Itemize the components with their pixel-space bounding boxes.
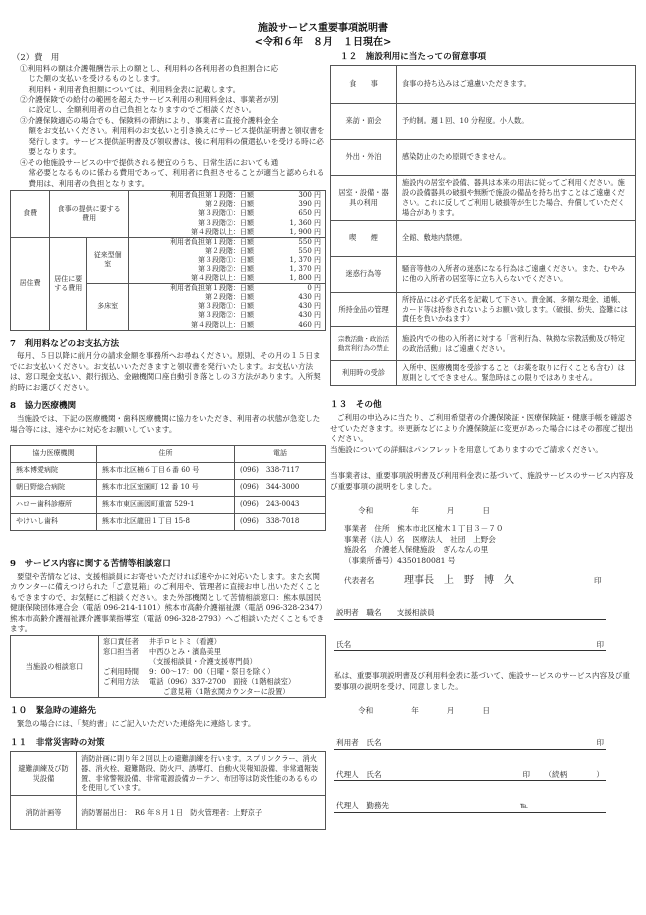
- fee-item-text: 常必要となるものに係わる費用であって、利用者に負担させることが適当と認められる費用は、利用者の負担となります。: [28, 168, 325, 188]
- other-section: [330, 400, 636, 455]
- consultation-table: [10, 635, 326, 699]
- consultation-label: 当施設の相談窓口: [11, 635, 99, 698]
- disaster-table: [10, 751, 326, 831]
- relation-label: （続柄: [544, 769, 568, 779]
- right-column: [330, 52, 636, 813]
- food-category: 食費: [11, 191, 50, 237]
- rate-stage: 第３段階②: [198, 311, 233, 320]
- rate-amount: 1, 800 円: [289, 274, 321, 283]
- user-seal: 印: [596, 738, 604, 748]
- shared-room-label: 多床室: [87, 284, 129, 330]
- institution-address: 熊本市東区画図町重富 529-1: [97, 497, 235, 514]
- fee-item-4: [20, 158, 326, 189]
- institution-address: 熊本市北区室園町 12 番 10 号: [97, 480, 235, 497]
- title-text: 施設サービス重要事項説明書: [258, 23, 388, 34]
- date-year: 年: [411, 505, 419, 515]
- consultation-entry: [103, 657, 321, 667]
- rate-stage: 第４段階以上: [191, 227, 233, 236]
- rate-stage: 第３段階①: [198, 209, 233, 218]
- table-row: [331, 65, 636, 103]
- rate-amount: 430 円: [298, 293, 321, 302]
- entry-value: 中西ひとみ・濱島美里: [149, 646, 221, 656]
- rate-row: [133, 321, 321, 330]
- consent-statement: 私は、重要事項説明書及び利用料金表に基づいて、施設サービスのサービス内容及び重要事項の説明を受け、同意しました。: [334, 671, 630, 691]
- explainer-seal: 印: [596, 639, 604, 649]
- rep-name: 理事長 上 野 博 久: [404, 575, 514, 587]
- consultation-entry: [103, 647, 321, 657]
- note-text: 予約制。週１回、10 分程度。小人数。: [397, 103, 636, 139]
- rate-row: [133, 191, 321, 200]
- note-text: 所持品には必ず氏名を記載して下さい。貴金属、多額な現金、通帳、カード等は持参されないようお願い致します。（破損、紛失、盗難には責任を負いかねます）: [397, 292, 636, 327]
- note-label: 宗教活動・政治活動営利行為の禁止: [331, 327, 397, 361]
- institution-address: 熊本市北区龍田１丁目 15-8: [97, 514, 235, 531]
- note-label: 外出・外泊: [331, 139, 397, 175]
- representative-line: [330, 574, 636, 588]
- entry-value: ご意見箱（1階玄関カウンターに設置）: [163, 686, 290, 696]
- rate-unit: ：日額: [233, 302, 254, 311]
- table-row: [11, 751, 326, 796]
- explainer-label: 説明者 職名: [336, 608, 382, 618]
- housing-desc: 居住に要する費用: [50, 237, 87, 330]
- table-row: [11, 514, 326, 531]
- rate-row: [133, 219, 321, 228]
- entry-value: 電話（096）337-2700 面接（1階相談室）: [149, 676, 296, 686]
- rate-stage: 第２段階: [205, 293, 233, 302]
- entry-value: 井手ロヒトミ（看護）: [149, 636, 221, 646]
- rate-row: [133, 265, 321, 274]
- payment-heading: 7 利用料などのお支払方法: [10, 338, 120, 349]
- payment-body: 毎月、５日以降に前月分の請求金額を事務所へお尋ねください。原則、その月の１５日までにお支払いください。お支払いいただきますと領収書を発行いたします。お支払い方法は、窓口現金支払い、銀行振込、金融機関口座自動引き落としの３方法があります。入所契約時にお選びください。: [10, 351, 321, 392]
- rate-stage: 第４段階以上: [191, 274, 233, 283]
- emergency-section: [10, 706, 326, 729]
- table-row: [331, 175, 636, 220]
- rate-stage: 利用者負担第１段階: [170, 191, 233, 200]
- note-label: 喫 煙: [331, 220, 397, 256]
- date-line: <令和６年 ８月 １日現在>: [254, 36, 392, 48]
- note-label: 迷惑行為等: [331, 256, 397, 292]
- consultation-entry: [103, 667, 321, 677]
- rate-unit: ：日額: [233, 311, 254, 320]
- rep-seal: 印: [594, 576, 602, 586]
- agent-work-label: 代理人 勤務先: [336, 801, 390, 811]
- other-heading: １３ その他: [330, 400, 382, 411]
- note-text: 施設内での他の入所者に対する「営利行為、執拗な宗教活動及び特定の政治活動」はご遠慮ください。: [397, 327, 636, 361]
- rate-unit: ：日額: [233, 191, 254, 200]
- rate-unit: ：日額: [233, 237, 254, 246]
- provider-address: 事業者 住所 熊本市北区楡木１丁目３－７０: [344, 524, 504, 534]
- provider-facility: 施設名 介護老人保健施設 ぎんなんの里: [344, 545, 489, 555]
- fee-item-text: に設定し、全額利用者の自己負担となりますのでご相談ください。: [28, 105, 257, 115]
- rate-amount: 1, 370 円: [289, 255, 321, 264]
- rate-unit: ：日額: [233, 284, 254, 293]
- table-row: [331, 256, 636, 292]
- rate-stage: 利用者負担第１段階: [170, 284, 233, 293]
- table-row: [331, 292, 636, 327]
- consultation-details: [99, 635, 326, 698]
- date-day: 日: [482, 705, 490, 715]
- table-row: [331, 103, 636, 139]
- entry-key: ご利用時間: [103, 666, 139, 676]
- rate-row: [133, 274, 321, 283]
- fee-item-3: [20, 116, 326, 158]
- date-era: 令和: [358, 705, 374, 715]
- provider-corp: 事業者（法人）名 医療法人 社団 上野会: [344, 534, 496, 544]
- notes-table: [330, 65, 636, 386]
- rate-row: [133, 228, 321, 237]
- complaints-heading: 9 サービス内容に関する苦情等相談窓口: [10, 559, 171, 570]
- table-row: [331, 139, 636, 175]
- rate-amount: 550 円: [298, 246, 321, 255]
- col-institution: 協力医療機関: [11, 446, 97, 463]
- rate-amount: 0 円: [307, 284, 321, 293]
- complaints-section: [10, 559, 326, 698]
- rate-unit: ：日額: [233, 293, 254, 302]
- institution-name: 熊本博愛病院: [11, 463, 97, 480]
- rate-unit: ：日額: [233, 218, 254, 227]
- housing-category: 居住費: [11, 237, 50, 330]
- private-room-label: 従来型個室: [87, 237, 129, 283]
- fee-item-2: [20, 95, 326, 116]
- rate-unit: ：日額: [233, 264, 254, 273]
- rate-row: [133, 247, 321, 256]
- table-row: [11, 480, 326, 497]
- institution-name: やけいし歯科: [11, 514, 97, 531]
- rate-unit: ：日額: [233, 246, 254, 255]
- fee-item-text: 額をお支払いください。利用料のお支払いと引き換えにサービス提供証明書と領収書を発行します。サービス提供証明書及び領収書は、後に利用料の償還払いを受ける時に必要となります。: [28, 126, 325, 157]
- medical-section: [10, 401, 326, 531]
- rate-stage: 第３段階①: [198, 302, 233, 311]
- other-body-1: ご利用の申込みに当たり、ご利用希望者の介護保険証・医療保険証・健康手帳を確認させていただきます。※更新などにより介護保険証に変更があった場合にはその都度ご提出ください。: [330, 413, 634, 444]
- emergency-body: 緊急の場合には、「契約書」にご記入いただいた連絡先に連絡します。: [16, 719, 256, 729]
- rate-amount: 430 円: [298, 302, 321, 311]
- rate-stage: 第３段階②: [198, 218, 233, 227]
- note-text: 全館、敷地内禁煙。: [397, 220, 636, 256]
- note-text: 感染防止のため原則できません。: [397, 139, 636, 175]
- entry-key: 窓口担当者: [103, 646, 139, 656]
- fees-heading: （2）費 用: [12, 52, 60, 62]
- rate-row: [133, 284, 321, 293]
- col-address: 住所: [97, 446, 235, 463]
- rate-stage: 第２段階: [205, 246, 233, 255]
- rate-row: [133, 209, 321, 218]
- consultation-entry: [103, 687, 321, 697]
- user-name-line[interactable]: [334, 738, 606, 749]
- provider-date: [330, 506, 636, 516]
- fee-item-text: ④その他施設サービスの中で提供される便宜のうち、日常生活においても通: [20, 157, 279, 167]
- entry-key: 窓口責任者: [103, 636, 139, 646]
- rate-amount: 1, 370 円: [289, 264, 321, 273]
- institution-phone: (096) 338-7018: [235, 514, 326, 531]
- institution-phone: (096) 243-0043: [235, 497, 326, 514]
- disaster-text: 消防署届出日： R6 年８月１日 防火管理者：上野京子: [77, 796, 326, 830]
- fee-item-text: ③介護保険適応の場合でも、保険料の滞納により、事業者に直接介護料金全: [20, 115, 279, 125]
- consultation-entry: [103, 637, 321, 647]
- date-day: 日: [482, 505, 490, 515]
- disaster-label: 避難訓練及び防災設備: [11, 751, 77, 796]
- entry-key: [103, 657, 149, 667]
- explainer-title: 支援相談員: [396, 608, 435, 618]
- other-body-2: 当施設についての詳細はパンフレットを用意してありますのでご請求ください。: [330, 444, 603, 454]
- rate-stage: 第３段階①: [198, 255, 233, 264]
- rate-amount: 300 円: [298, 191, 321, 200]
- note-label: 食 事: [331, 65, 397, 103]
- entry-key: [103, 687, 163, 697]
- table-row: [331, 361, 636, 386]
- fee-table: [10, 190, 326, 330]
- entry-value: （支援相談員・介護支援専門員）: [149, 656, 257, 666]
- note-text: 施設内の居室や設備、器具は本来の用法に従ってご利用ください。施設の設備器具の破損や無断で施設の備品を持ち出すことはご遠慮ください。これに反してご利用し破損等が生じた場合、弁償していただく場合があります。: [397, 175, 636, 220]
- rate-amount: 1, 360 円: [289, 218, 321, 227]
- table-row: [11, 497, 326, 514]
- disaster-label: 消防計画等: [11, 796, 77, 830]
- disaster-section: [10, 738, 326, 831]
- agent-seal: 印: [522, 769, 530, 779]
- explainer-name-line[interactable]: [334, 640, 606, 651]
- agent-work-line[interactable]: [334, 801, 606, 812]
- rate-amount: 1, 900 円: [289, 227, 321, 236]
- provider-info: [330, 524, 636, 566]
- rate-amount: 550 円: [298, 237, 321, 246]
- institution-address: 熊本市北区楠６丁目６番 60 号: [97, 463, 235, 480]
- rate-row: [133, 256, 321, 265]
- date-month: 月: [446, 505, 455, 515]
- fee-item-text: ②介護保険での給付の範囲を超えたサービス利用の利用料金は、事業者が別: [20, 95, 279, 104]
- food-row: [11, 191, 326, 237]
- medical-table: [10, 445, 326, 531]
- fee-item-text: 利用料・利用者負担額については、利用料金表に記載します。: [28, 84, 241, 94]
- rate-unit: ：日額: [233, 274, 254, 283]
- note-label: 来訪・面会: [331, 103, 397, 139]
- user-name-label: 利用者 氏名: [336, 738, 382, 748]
- rate-unit: ：日額: [233, 320, 254, 329]
- disaster-text: 消防計画に則り年２回以上の避難訓練を行います。スプリンクラー、消火器、消火栓、避難階段、防火戸、誘導灯、自動火災報知設備、非常通報装置、非常警報設備、非常電源設備カーテン、布団等は防炎性能のあるものを使用しています。: [77, 751, 326, 796]
- explainer-line[interactable]: [334, 608, 606, 619]
- medical-heading: 8 協力医療機関: [10, 401, 77, 412]
- rate-unit: ：日額: [233, 209, 254, 218]
- rate-row: [133, 311, 321, 320]
- rate-row: [133, 238, 321, 247]
- provider-number: （事業所番号）4350180081 号: [344, 555, 456, 565]
- fee-item-1: [20, 64, 326, 95]
- agent-name-label: 代理人 氏名: [336, 769, 382, 779]
- date-year: 年: [411, 705, 419, 715]
- medical-body: 当施設では、下記の医療機関・歯科医療機関に協力をいただき、利用者の状態が急変した場合等には、速やかに対応をお願いしています。: [10, 414, 321, 434]
- rate-amount: 460 円: [298, 320, 321, 329]
- entry-value: 9：00〜17：00（日曜・祭日を除く）: [149, 666, 275, 676]
- disaster-heading: １１ 非常災害時の対策: [10, 737, 105, 748]
- agent-name-line[interactable]: [334, 770, 606, 781]
- rate-stage: 第４段階以上: [191, 320, 233, 329]
- entry-key: ご利用方法: [103, 676, 139, 686]
- note-text: 食事の持ち込みはご遠慮いただきます。: [397, 65, 636, 103]
- document-title: [0, 22, 646, 49]
- institution-phone: (096) 344-3000: [235, 480, 326, 497]
- private-room-rates: [129, 237, 326, 283]
- consent-date: [330, 706, 636, 716]
- table-row: [331, 327, 636, 361]
- provider-statement: 当事業者は、重要事項説明書及び利用料金表に基づいて、施設サービスのサービス内容及び重要事項の説明をしました。: [330, 471, 634, 491]
- left-column: [10, 52, 326, 830]
- medical-header-row: [11, 446, 326, 463]
- fee-item-text: ①利用料の額は介護報酬告示上の額とし、利用料の各利用者の負担割合に応: [20, 63, 279, 73]
- note-text: 騒音等他の入所者の迷惑になる行為はご遠慮ください。また、むやみに他の入所者の居室等に立ち入らないでください。: [397, 256, 636, 292]
- rate-stage: 利用者負担第１段階: [170, 237, 233, 246]
- table-row: [11, 796, 326, 830]
- relation-close: ）: [596, 769, 604, 779]
- rate-stage: 第２段階: [205, 200, 233, 209]
- tel-icon: ℡: [520, 801, 529, 811]
- rate-stage: 第３段階②: [198, 264, 233, 273]
- fee-item-text: じた額の支払いを受けるものとします。: [28, 74, 165, 84]
- emergency-heading: １０ 緊急時の連絡先: [10, 706, 96, 717]
- complaints-body: 要望や苦情などは、支援相談員にお寄せいただければ速やかに対応いたします。また玄関カウンターに備えつけられた「ご意見箱」のご利用や、管理者に直接お申し出いただくこともできますので、お気軽にご相談ください。また外部機関として苦情相談窓口：熊本県国民健康保険団体連合会（電話 096-214-1101）熊本市高齢介護福祉課（電話 096-328-2347）熊本市高齢介護福祉課介護事業指導室（電話 096-328-2793）へご相談いただくこともできます。: [10, 572, 325, 634]
- explainer-name-label: 氏名: [336, 639, 352, 649]
- payment-section: [10, 339, 326, 394]
- consultation-entry: [103, 677, 321, 687]
- rate-amount: 390 円: [298, 200, 321, 209]
- note-text: 入所中、医療機関を受診すること（お薬を取りに行くことも含む）は原則としてできません。緊急時はこの限りではありません。: [397, 361, 636, 386]
- shared-room-rates: [129, 284, 326, 330]
- date-era: 令和: [358, 505, 374, 515]
- rate-unit: ：日額: [233, 200, 254, 209]
- fees-items: [10, 64, 326, 190]
- food-rates: [129, 191, 326, 237]
- institution-name: ハロー歯科診療所: [11, 497, 97, 514]
- note-label: 居室・設備・器具の利用: [331, 175, 397, 220]
- rep-label: 代表者名: [344, 576, 375, 586]
- note-label: 利用時の受診: [331, 361, 397, 386]
- col-phone: 電話: [235, 446, 326, 463]
- date-month: 月: [446, 705, 455, 715]
- housing-private-row: [11, 237, 326, 283]
- rate-row: [133, 293, 321, 302]
- table-row: [11, 463, 326, 480]
- institution-phone: (096) 338-7117: [235, 463, 326, 480]
- rate-unit: ：日額: [233, 227, 254, 236]
- rate-amount: 430 円: [298, 311, 321, 320]
- food-desc: 食事の提供に要する費用: [50, 191, 129, 237]
- explainer-title-group: [336, 608, 435, 618]
- institution-name: 朝日野総合病院: [11, 480, 97, 497]
- note-label: 所持金品の管理: [331, 292, 397, 327]
- notes-heading: １２ 施設利用に当たっての留意事項: [340, 52, 487, 62]
- rate-amount: 650 円: [298, 209, 321, 218]
- consultation-row: [11, 635, 326, 698]
- rate-unit: ：日額: [233, 255, 254, 264]
- table-row: [331, 220, 636, 256]
